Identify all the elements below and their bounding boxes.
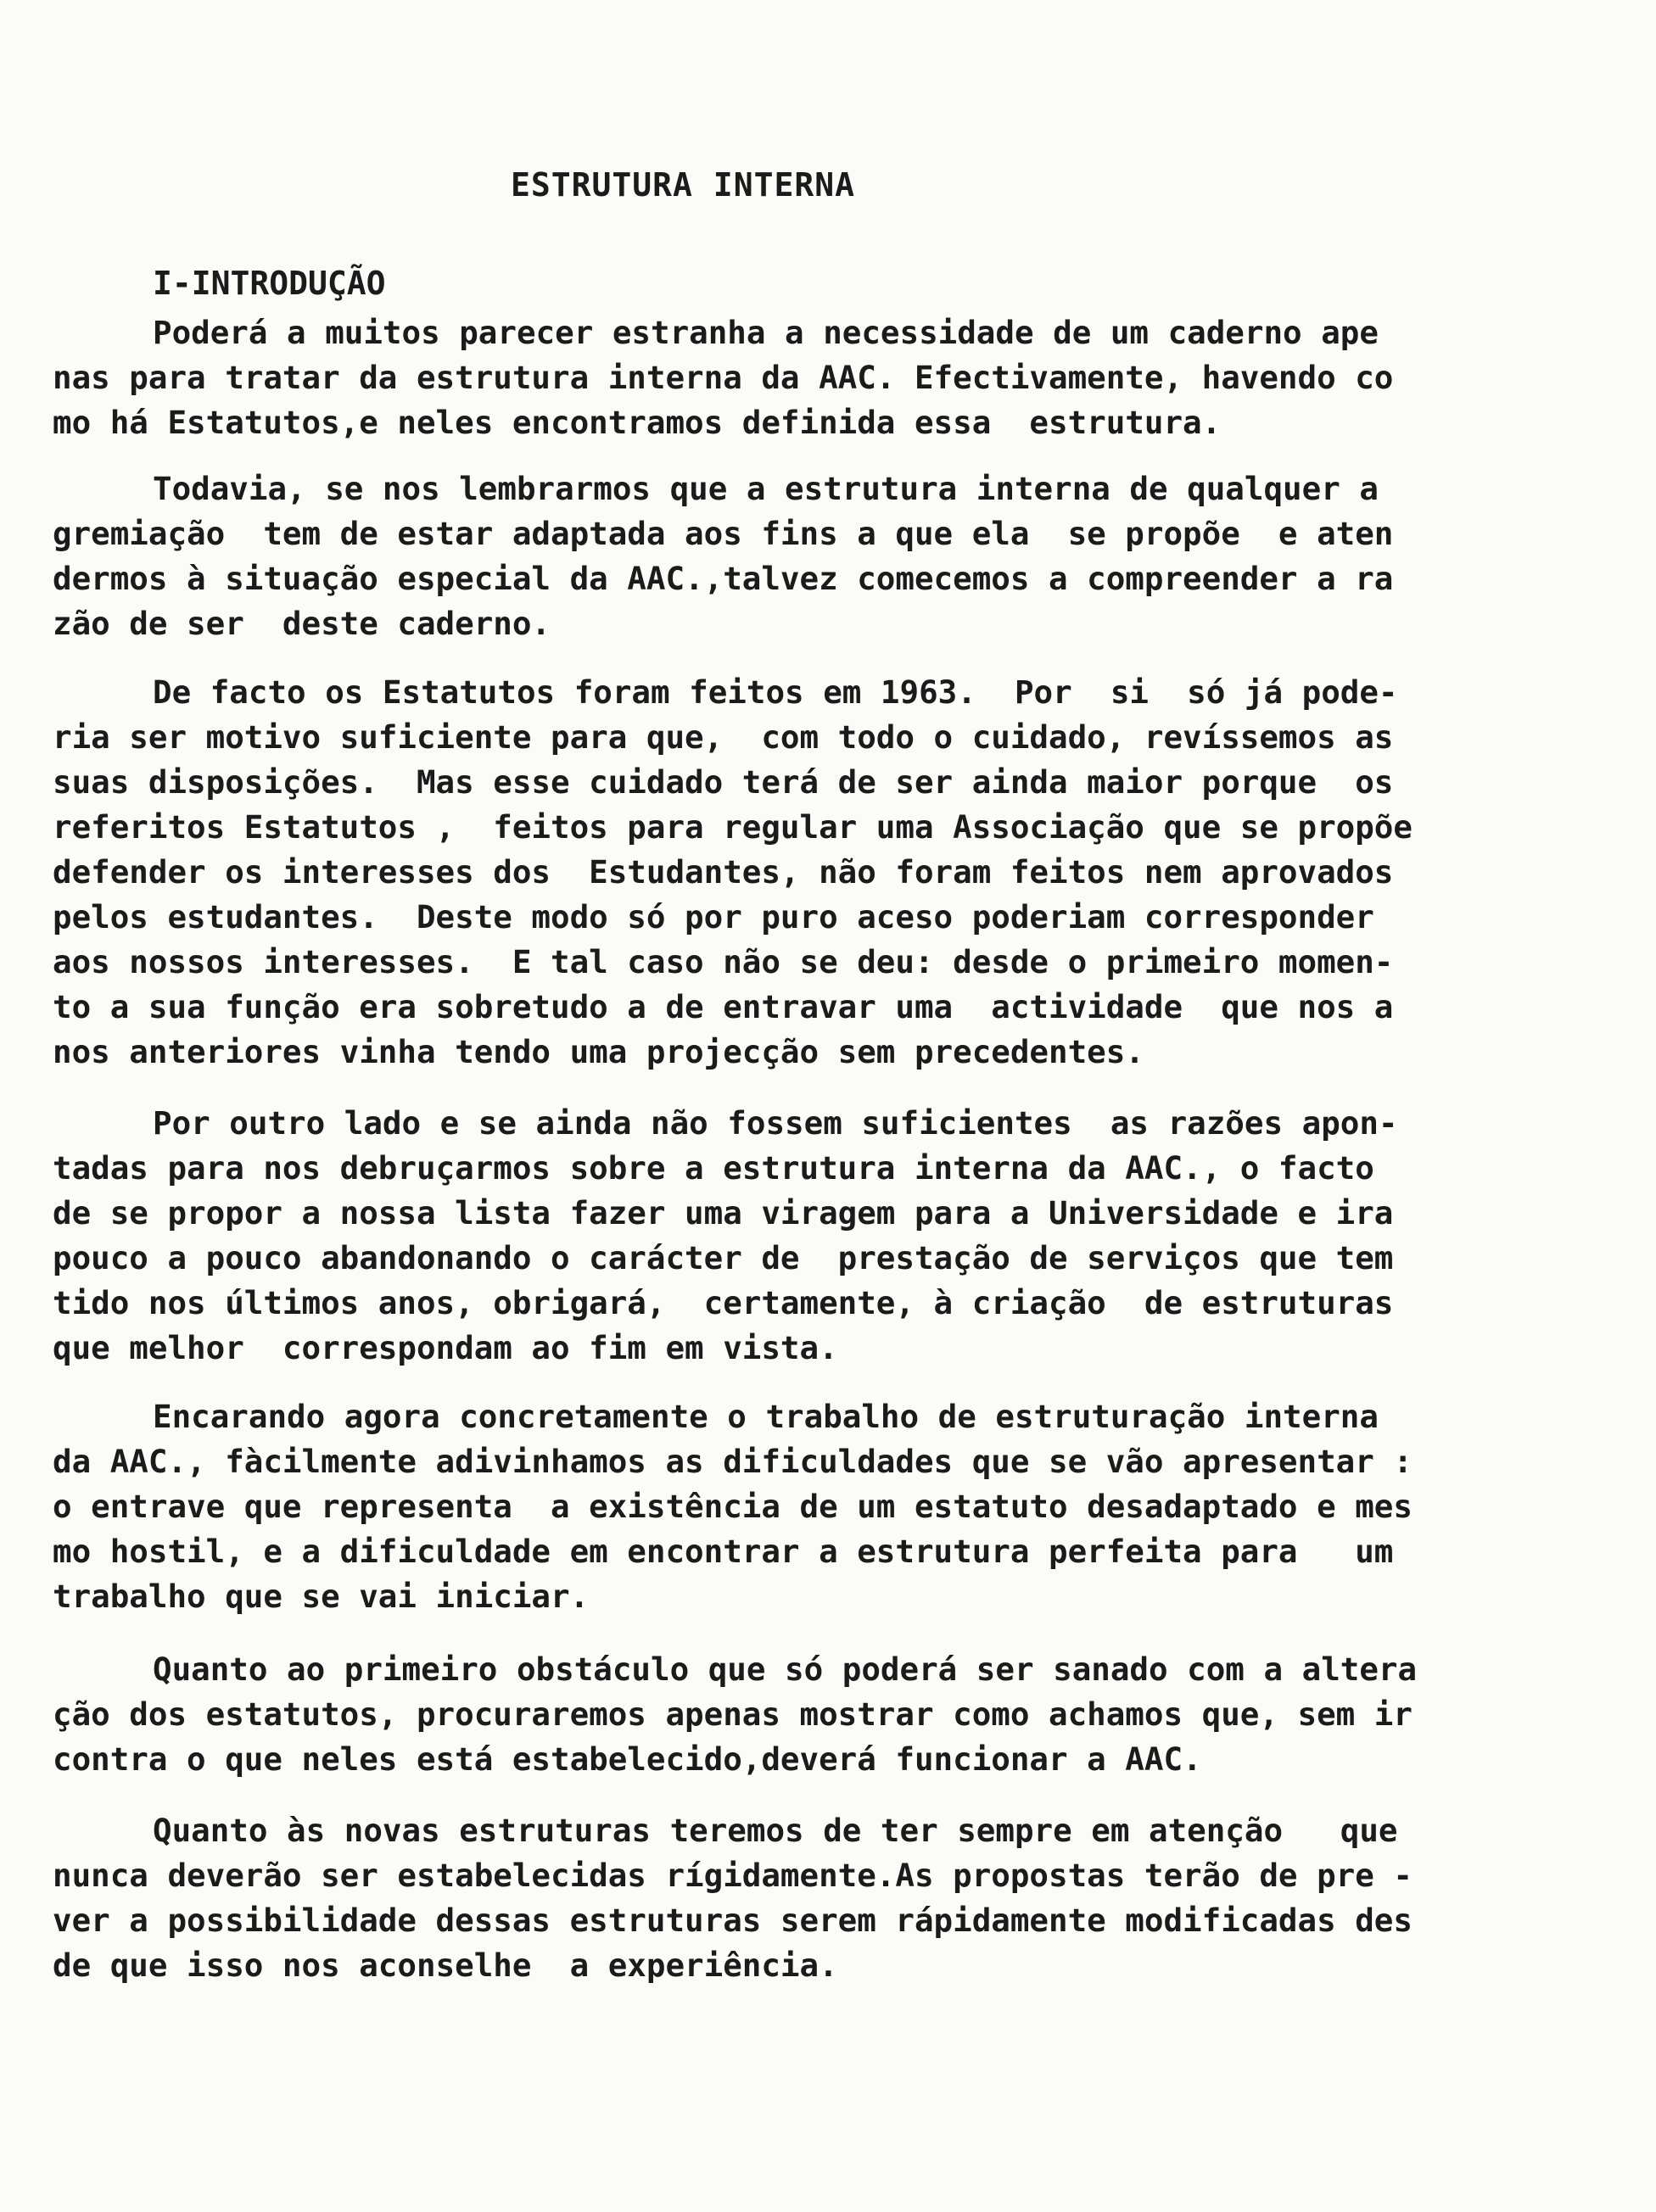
paragraph — [53, 466, 1478, 646]
text-line: nas para tratar da estrutura interna da AAC. Efectivamente, havendo co — [53, 359, 1394, 396]
text-line: Todavia, se nos lembrarmos que a estrutura interna de qualquer a — [153, 470, 1379, 507]
text-line: tido nos últimos anos, obrigará, certamente, à criação de estruturas — [53, 1284, 1394, 1321]
text-line: ver a possibilidade dessas estruturas serem rápidamente modificadas des — [53, 1902, 1413, 1939]
text-line: referitos Estatutos , feitos para regular uma Associação que se propõe — [53, 808, 1413, 846]
text-line: defender os interesses dos Estudantes, não foram feitos nem aprovados — [53, 853, 1394, 891]
paragraph — [53, 1101, 1478, 1371]
text-line: de se propor a nossa lista fazer uma viragem para a Universidade e ira — [53, 1194, 1394, 1232]
text-line: da AAC., fàcilmente adivinhamos as dificuldades que se vão apresentar : — [53, 1443, 1413, 1480]
text-line: pelos estudantes. Deste modo só por puro aceso poderiam corresponder — [53, 898, 1374, 936]
text-line: to a sua função era sobretudo a de entravar uma actividade que nos a — [53, 988, 1394, 1025]
paragraph — [53, 670, 1478, 1075]
text-line: trabalho que se vai iniciar. — [53, 1578, 590, 1615]
document-title: ESTRUTURA INTERNA — [511, 166, 855, 204]
text-line: aos nossos interesses. E tal caso não se deu: desde o primeiro momen- — [53, 943, 1394, 980]
text-line: tadas para nos debruçarmos sobre a estrutura interna da AAC., o facto — [53, 1149, 1374, 1187]
text-line: zão de ser deste caderno. — [53, 605, 551, 642]
text-line: dermos à situação especial da AAC.,talvez comecemos a compreender a ra — [53, 560, 1394, 597]
text-line: Quanto às novas estruturas teremos de ter sempre em atenção que — [153, 1812, 1398, 1849]
text-line: De facto os Estatutos foram feitos em 1963. Por si só já pode- — [153, 673, 1398, 711]
text-line: nos anteriores vinha tendo uma projecção sem precedentes. — [53, 1033, 1144, 1070]
text-line: suas disposições. Mas esse cuidado terá de ser ainda maior porque os — [53, 763, 1394, 801]
section-heading: I-INTRODUÇÃO — [153, 265, 386, 302]
paragraph — [53, 310, 1478, 445]
paragraph — [53, 1394, 1478, 1619]
text-line: ção dos estatutos, procuraremos apenas mostrar como achamos que, sem ir — [53, 1695, 1413, 1733]
paragraph — [53, 1808, 1478, 1988]
text-line: mo há Estatutos,e neles encontramos definida essa estrutura. — [53, 404, 1222, 441]
text-line: o entrave que representa a existência de um estatuto desadaptado e mes — [53, 1488, 1413, 1525]
text-line: Quanto ao primeiro obstáculo que só poderá ser sanado com a altera — [153, 1651, 1418, 1688]
text-line: Encarando agora concretamente o trabalho de estruturação interna — [153, 1398, 1379, 1435]
text-line: gremiação tem de estar adaptada aos fins a que ela se propõe e aten — [53, 515, 1394, 552]
text-line: pouco a pouco abandonando o carácter de prestação de serviços que tem — [53, 1239, 1394, 1276]
text-line: nunca deverão ser estabelecidas rígidamente.As propostas terão de pre - — [53, 1857, 1413, 1894]
text-line: de que isso nos aconselhe a experiência. — [53, 1947, 838, 1984]
text-line: mo hostil, e a dificuldade em encontrar a estrutura perfeita para um — [53, 1533, 1394, 1570]
text-line: ria ser motivo suficiente para que, com todo o cuidado, revíssemos as — [53, 718, 1394, 756]
text-line: que melhor correspondam ao fim em vista. — [53, 1329, 838, 1366]
text-line: Por outro lado e se ainda não fossem suficientes as razões apon- — [153, 1104, 1398, 1142]
text-line: contra o que neles está estabelecido,deverá funcionar a AAC. — [53, 1740, 1202, 1778]
paragraph — [53, 1647, 1478, 1782]
text-line: Poderá a muitos parecer estranha a necessidade de um caderno ape — [153, 314, 1379, 351]
